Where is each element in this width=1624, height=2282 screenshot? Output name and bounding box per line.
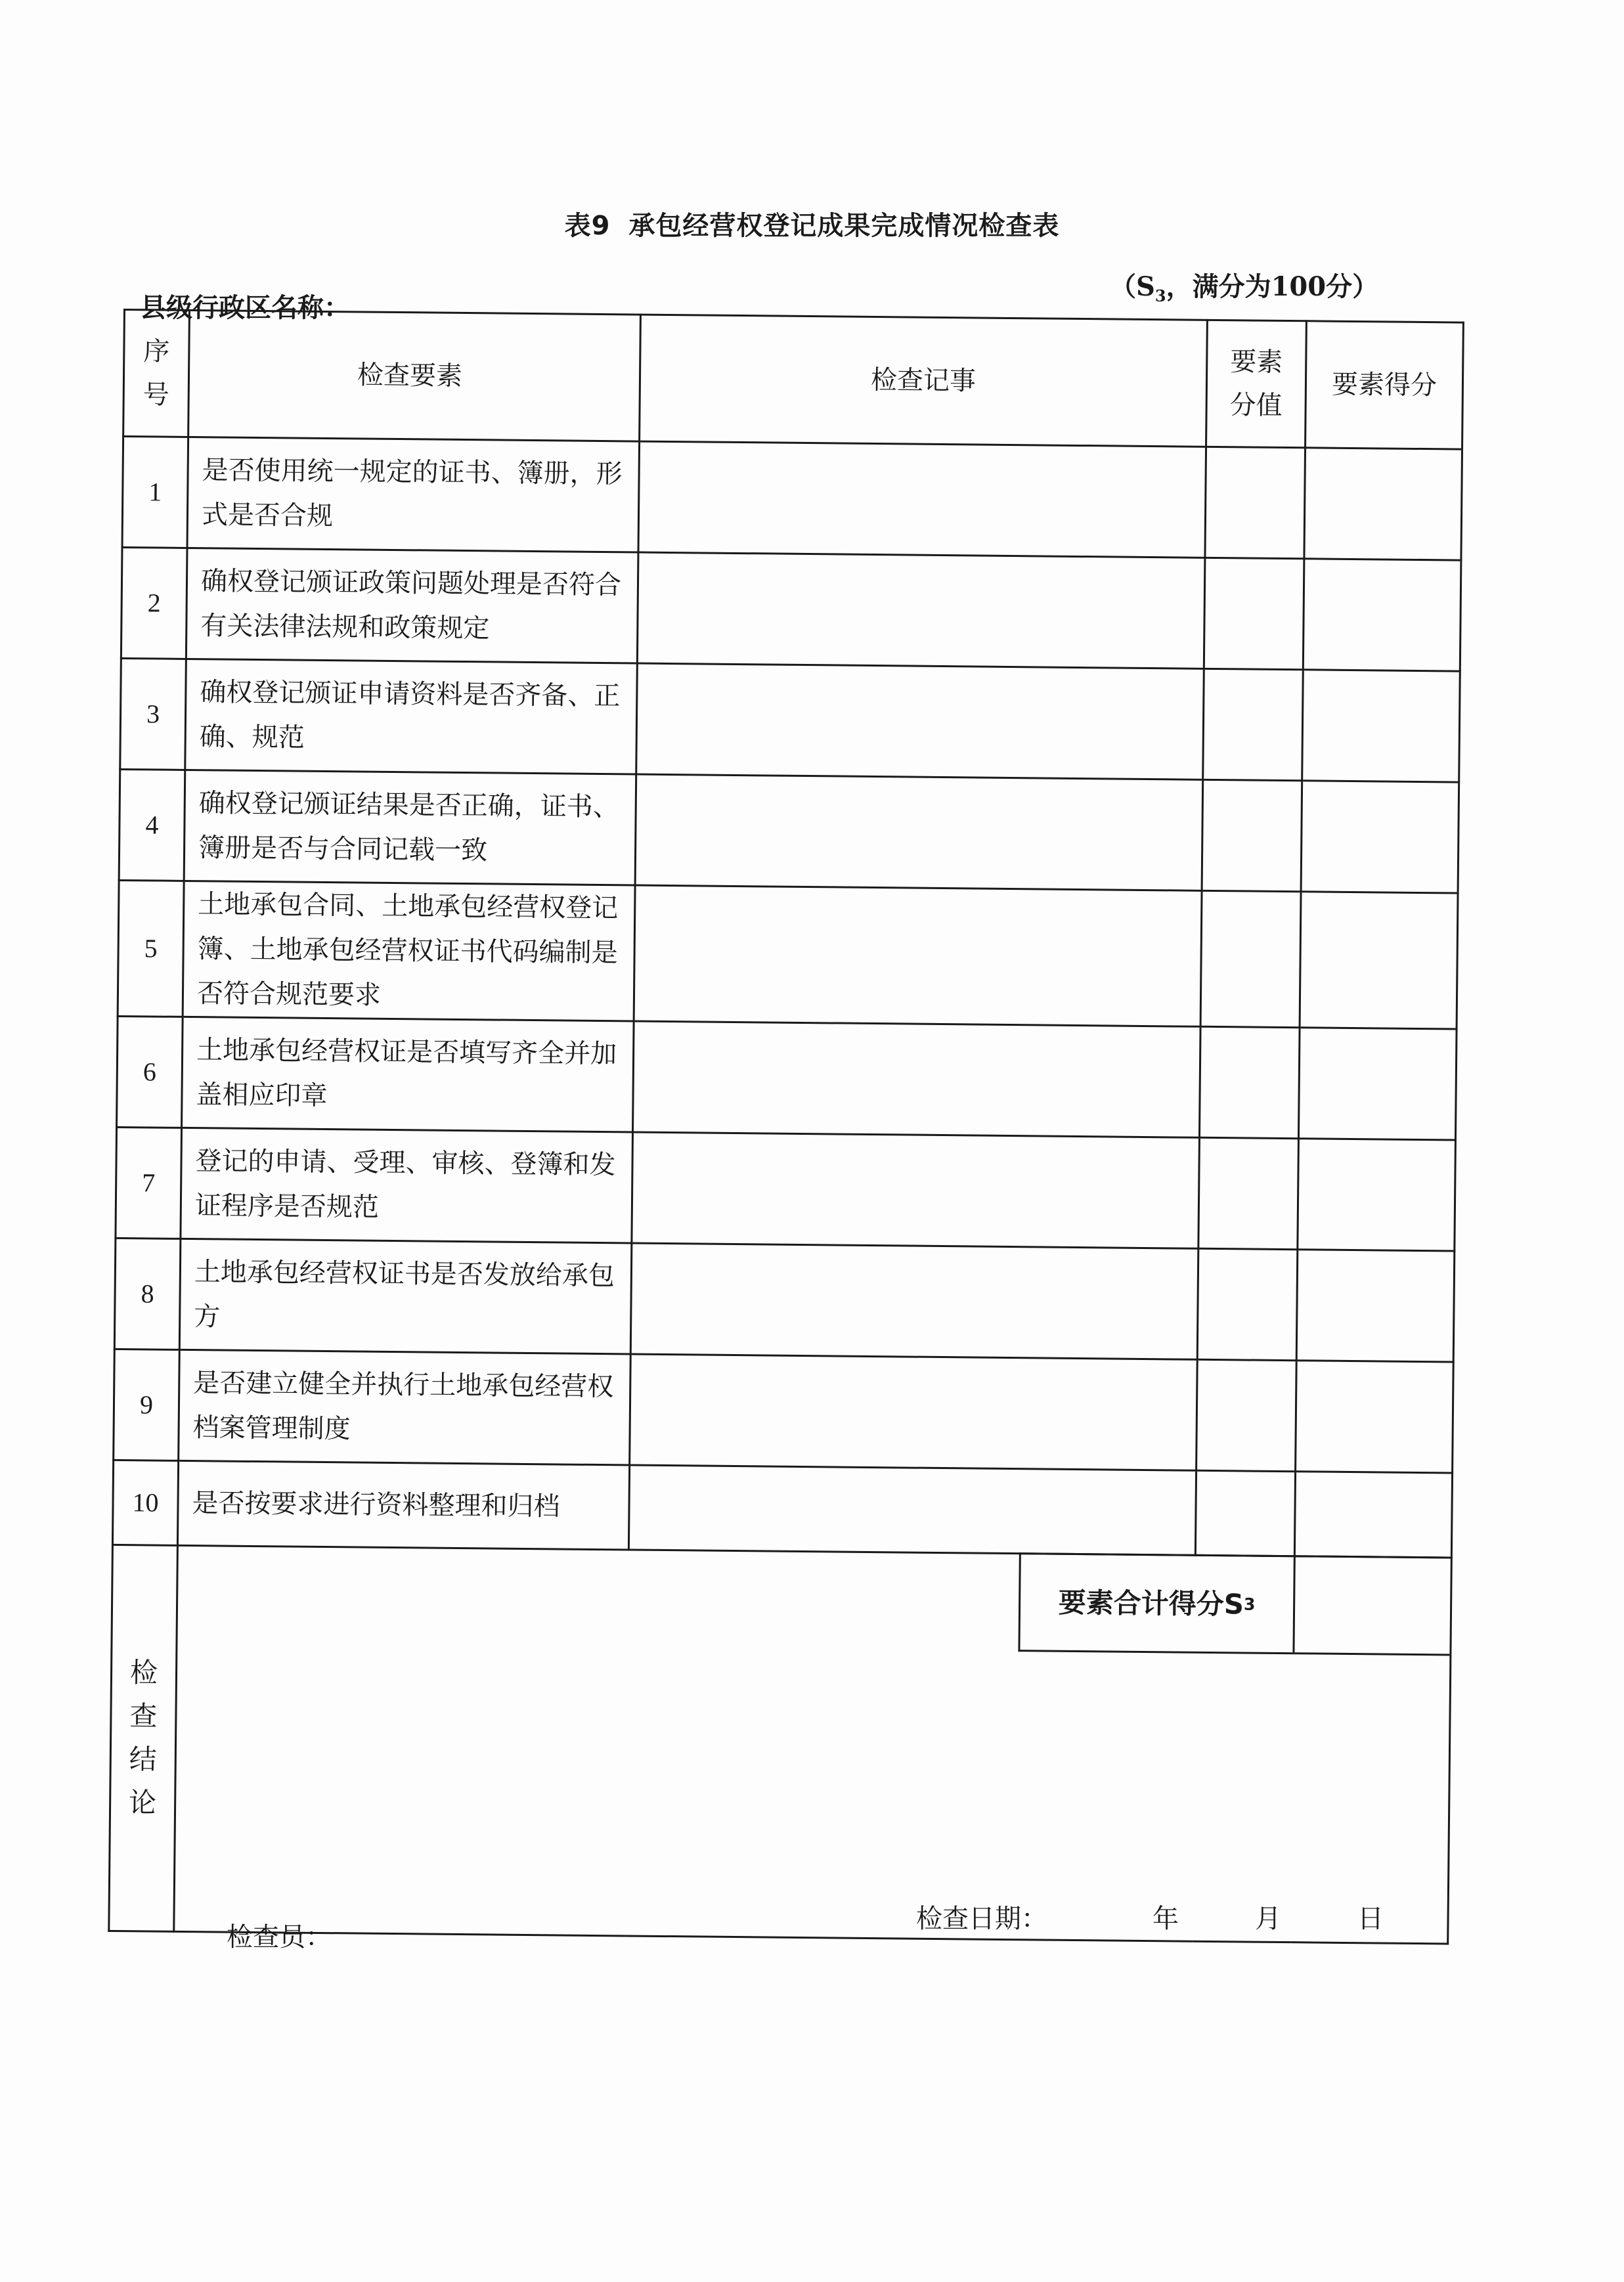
row-record[interactable] [634, 885, 1202, 1026]
row-record[interactable] [632, 1132, 1200, 1248]
row-score[interactable] [1300, 892, 1458, 1029]
table-header-row [123, 310, 1464, 450]
row-score[interactable] [1298, 1139, 1456, 1251]
header-value: 要素分值 [1206, 320, 1307, 447]
table-number: 表9 [564, 211, 611, 241]
row-seq: 4 [119, 769, 185, 881]
row-score[interactable] [1303, 559, 1461, 671]
row-seq: 2 [121, 547, 187, 659]
header-seq: 序号 [123, 310, 190, 437]
row-element: 土地承包经营权证是否填写齐全并加盖相应印章 [182, 1017, 634, 1132]
row-record[interactable] [638, 441, 1206, 558]
row-element: 确权登记颁证政策问题处理是否符合有关法律法规和政策规定 [186, 548, 638, 663]
table-row [119, 769, 1459, 893]
row-record[interactable] [637, 552, 1205, 669]
county-label: 县级行政区名称： [140, 293, 350, 323]
row-element: 是否建立健全并执行土地承包经营权档案管理制度 [179, 1349, 631, 1465]
total-score-label: 要素合计得分S 3 [1020, 1554, 1295, 1652]
row-seq: 3 [120, 658, 187, 770]
conclusion-row [109, 1545, 1452, 1944]
row-element: 确权登记颁证申请资料是否齐备、正确、规范 [185, 659, 638, 774]
conclusion-body[interactable] [174, 1545, 1452, 1944]
table-row [121, 547, 1461, 671]
table-row [116, 1127, 1456, 1251]
row-seq: 6 [117, 1016, 183, 1128]
inspection-table [108, 309, 1464, 1944]
table-row [120, 658, 1460, 782]
row-score[interactable] [1296, 1250, 1455, 1362]
row-element: 土地承包经营权证书是否发放给承包方 [179, 1239, 632, 1354]
table-row [118, 880, 1458, 1029]
row-score[interactable] [1296, 1361, 1454, 1473]
row-score[interactable] [1304, 448, 1462, 560]
total-score-box [1018, 1552, 1450, 1656]
row-seq: 9 [114, 1349, 180, 1460]
row-record[interactable] [630, 1354, 1198, 1470]
row-value[interactable] [1204, 558, 1304, 669]
row-value[interactable] [1196, 1359, 1297, 1471]
table-title: 承包经营权登记成果完成情况检查表 [628, 211, 1060, 241]
score-note: （$S_3$，满分为100分） [1110, 271, 1379, 305]
date-label: 检查日期： [916, 1904, 1047, 1934]
row-score[interactable] [1302, 670, 1460, 782]
row-score[interactable] [1298, 1028, 1457, 1140]
row-score[interactable] [1301, 781, 1459, 893]
date-month: 月 [1255, 1904, 1281, 1934]
row-value[interactable] [1202, 779, 1302, 891]
table-row [114, 1238, 1455, 1362]
inspection-table-wrapper [108, 309, 1443, 1944]
row-element: 土地承包合同、土地承包经营权登记簿、土地承包经营权证书代码编制是否符合规范要求 [183, 881, 635, 1021]
row-record[interactable] [630, 1243, 1198, 1359]
row-value[interactable] [1205, 447, 1306, 558]
date-year: 年 [1152, 1904, 1179, 1934]
row-element: 是否按要求进行资料整理和归档 [177, 1460, 629, 1550]
row-element: 确权登记颁证结果是否正确，证书、簿册是否与合同记载一致 [184, 770, 636, 885]
header-score: 要素得分 [1306, 321, 1464, 449]
header-element: 检查要素 [188, 310, 641, 441]
row-value[interactable] [1197, 1248, 1298, 1360]
conclusion-label: 检 查 结 论 [109, 1545, 178, 1931]
row-seq: 10 [112, 1460, 178, 1545]
table-row [122, 437, 1462, 561]
row-element: 登记的申请、受理、审核、登簿和发证程序是否规范 [181, 1128, 633, 1243]
row-value[interactable] [1199, 1026, 1300, 1138]
header-record: 检查记事 [640, 315, 1208, 447]
row-record[interactable] [628, 1465, 1196, 1555]
total-score-value[interactable] [1294, 1557, 1450, 1654]
table-row [112, 1460, 1452, 1558]
row-seq: 5 [118, 880, 184, 1017]
table-row [117, 1016, 1457, 1140]
row-seq: 7 [116, 1127, 182, 1239]
row-value[interactable] [1198, 1137, 1299, 1249]
row-record[interactable] [632, 1021, 1200, 1137]
row-seq: 1 [122, 437, 188, 548]
row-record[interactable] [635, 774, 1203, 890]
row-value[interactable] [1203, 669, 1304, 780]
row-value[interactable] [1195, 1470, 1295, 1556]
inspection-date [916, 1898, 1384, 1935]
date-day: 日 [1357, 1904, 1384, 1934]
row-score[interactable] [1294, 1472, 1452, 1558]
table-row [114, 1349, 1454, 1473]
row-record[interactable] [636, 663, 1204, 779]
inspector-label: 检查员： [227, 1922, 332, 1952]
page-title [0, 205, 1624, 242]
row-value[interactable] [1200, 890, 1301, 1027]
row-element: 是否使用统一规定的证书、簿册，形式是否合规 [187, 437, 640, 552]
row-seq: 8 [114, 1238, 181, 1349]
